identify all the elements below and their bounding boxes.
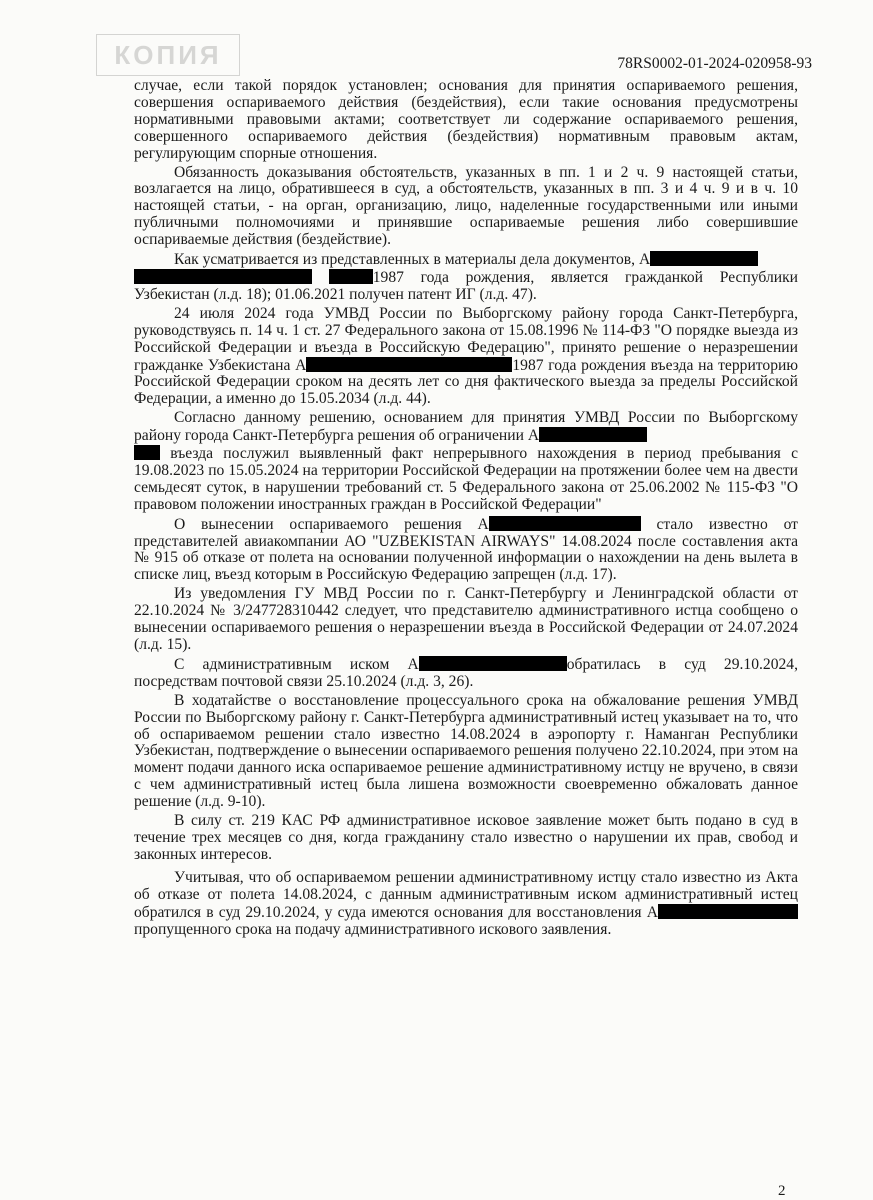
document-body <box>134 78 798 938</box>
redaction-block <box>489 516 641 531</box>
case-number: 78RS0002-01-2024-020958-93 <box>617 55 812 72</box>
paragraph-5-text-a: Согласно данному решению, основанием для принятия УМВД России по Выборгскому району города Санкт-Петербурга решения об ограничении А <box>134 409 798 445</box>
paragraph-8 <box>134 656 798 691</box>
paragraph-8-text-b: обратилась в суд 29.10.2024, посредствам почтовой связи 25.10.2024 (л.д. 3, 26). <box>134 655 798 690</box>
redaction-block <box>329 269 373 284</box>
paragraph-5 <box>134 410 798 513</box>
paragraph-3-text-a: Как усматривается из представленных в материалы дела документов, А <box>174 251 651 269</box>
paragraph-11 <box>134 870 798 939</box>
paragraph-8-text-a: С административным иском А <box>174 655 419 673</box>
paragraph-11-text-a: Учитывая, что об оспариваемом решении административному истцу стало известно из Акта об отказе от полета 14.08.2024, с данным административным иском административный истец обратился в суд 29.10.2024, у суда имеются основания для восстановления А <box>134 868 798 921</box>
paragraph-1: случае, если такой порядок установлен; основания для принятия оспариваемого решения, совершения оспариваемого действия (бездействия), если такие основания предусмотрены нормативными правовыми актами; соответствует ли содержание оспариваемого решения, совершенного оспариваемого действия (бездействия) нормативным правовым актам, регулирующим спорные отношения. <box>134 77 798 162</box>
redaction-block <box>539 427 647 442</box>
redaction-block <box>134 269 312 284</box>
paragraph-9: В ходатайстве о восстановление процессуального срока на обжалование решения УМВД России по Выборгскому району г. Санкт-Петербурга административный истец указывает на то, что об оспариваемом решении стало известно 14.08.2024 в аэропорту г. Наманган Республики Узбекистан, подтверждение о вынесении оспариваемого решения получено 22.10.2024, при этом на момент подачи данного иска оспариваемое решение административному истцу не вручено, в связи с чем административный истец была лишена возможности своевременно обжаловать данное решение (л.д. 9-10). <box>134 691 798 811</box>
paragraph-5-text-b: въезда послужил выявленный факт непрерывного нахождения в период пребывания с 19.08.2023 по 15.05.2024 на территории Российской Федерации на протяжении более чем на двести семьдесят суток, в нарушении требований ст. 5 Федерального закона от 25.06.2002 № 115-ФЗ "О правовом положении иностранных граждан в Российской Федерации" <box>134 445 798 513</box>
paragraph-2: Обязанность доказывания обстоятельств, указанных в пп. 1 и 2 ч. 9 настоящей статьи, возлагается на лицо, обратившееся в суд, а обстоятельств, указанных в пп. 3 и 4 ч. 9 и в ч. 10 настоящей статьи, - на орган, организацию, лицо, наделенные государственными или иными публичными полномочиями и принявшие оспариваемые решения либо совершившие оспариваемые действия (бездействие). <box>134 163 798 249</box>
paragraph-6-text-b: стало известно от представителей авиакомпании АО "UZBEKISTAN AIRWAYS" 14.08.2024 после составления акта № 915 об отказе от полета на основании полученной информации о нахождении на день вылета в списке лиц, въезд которым в Российскую Федерацию запрещен (л.д. 17). <box>134 515 798 584</box>
paragraph-7: Из уведомления ГУ МВД России по г. Санкт-Петербургу и Ленинградской области от 22.10.2024 № 3/247728310442 следует, что представителю административного истца сообщено о вынесении оспариваемого решения о неразрешении въезда в Российской Федерации от 24.07.2024 (л.д. 15). <box>134 585 798 653</box>
redaction-block <box>306 357 512 372</box>
paragraph-4 <box>134 306 798 408</box>
redaction-block <box>419 656 567 671</box>
copy-stamp: КОПИЯ <box>96 34 240 76</box>
paragraph-10: В силу ст. 219 КАС РФ административное исковое заявление может быть подано в суд в течение трех месяцев со дня, когда гражданину стало известно о нарушении их прав, свобод и законных интересов. <box>134 812 798 863</box>
redaction-block <box>658 904 798 919</box>
paragraph-4-text-a: 24 июля 2024 года УМВД России по Выборгскому району города Санкт-Петербурга, руководствуясь п. 14 ч. 1 ст. 27 Федерального закона от 15.08.1996 № 114-ФЗ "О порядке выезда из Российской Федерации и въезда в Российскую Федерацию", принято решение о неразрешении гражданке Узбекистана А <box>134 304 798 374</box>
paragraph-11-text-b: пропущенного срока на подачу административного искового заявления. <box>134 920 612 938</box>
paragraph-3 <box>134 251 798 304</box>
paragraph-3-text-b: 1987 года рождения, является гражданкой Республики Узбекистан (л.д. 18); 01.06.2021 получен патент ИГ (л.д. 47). <box>134 268 798 303</box>
paragraph-4-text-b: 1987 года рождения въезда на территорию Российской Федерации сроком на десять лет со дня фактического выезда за пределы Российской Федерации, а именно до 15.05.2034 (л.д. 44). <box>134 356 798 408</box>
paragraph-6 <box>134 516 798 585</box>
paragraph-6-text-a: О вынесении оспариваемого решения А <box>174 515 489 533</box>
redaction-block <box>134 445 160 460</box>
page-number: 2 <box>778 1183 786 1199</box>
redaction-block <box>650 251 758 266</box>
